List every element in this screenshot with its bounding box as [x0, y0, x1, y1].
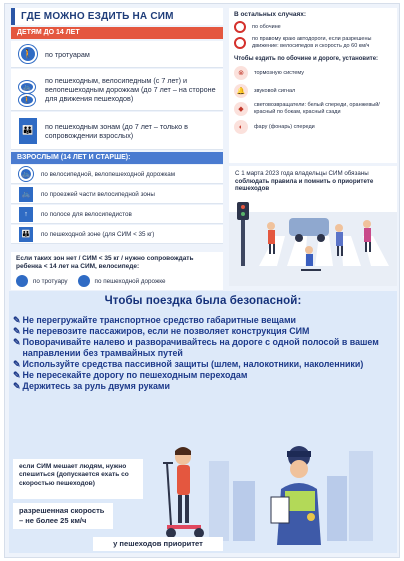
poster	[4, 3, 400, 558]
bell-icon: 🔔	[234, 84, 248, 98]
adults-item	[11, 185, 223, 204]
safety-rule: ✎ Поворачивайте налево и разворачивайтесь на дороге с одной полосой в вашем направлении без трамвайных путей	[13, 337, 379, 358]
note-option-sidewalk: по тротуару	[16, 275, 68, 287]
other-cases-heading: В остальных случаях:	[234, 11, 307, 18]
no-zone-note	[11, 252, 223, 290]
scene-caption: С 1 марта 2023 года владельцы СИМ обязаны соблюдать правила и помнить о приоритете пешеходов	[235, 170, 374, 192]
speed-note: разрешенная скорость – не более 25 км/ч	[13, 503, 113, 529]
kids-item-paths	[11, 69, 223, 111]
safety-section	[9, 291, 397, 553]
no-entry-icon	[234, 21, 246, 33]
equipment-item: ◆ световозвращатели: белый спереди, оранжевый/красный по бокам, красный сзади	[234, 102, 392, 116]
speed-limit-icon	[234, 37, 246, 49]
pen-icon: ✎	[13, 326, 21, 337]
scooter-rider-illustration	[149, 443, 219, 541]
pen-icon: ✎	[13, 337, 21, 348]
adults-item-text: по велосипедной, велопешеходной дорожкам	[41, 170, 176, 178]
kids-item-text: по тротуарам	[45, 49, 90, 59]
equipment-item: 🔔 звуковой сигнал	[234, 84, 392, 98]
kids-item-text: по пешеходным, велосипедным (с 7 лет) и велопешеходным дорожкам (до 7 лет – на стороне для движения пешеходов)	[45, 76, 216, 103]
headlight-icon: ◐	[234, 120, 248, 134]
note-option-path: по пешеходной дорожке	[78, 275, 166, 287]
other-cases-panel	[229, 8, 397, 163]
pedestrian-path-icon	[78, 275, 90, 287]
equipment-item: ◐ фару (фонарь) спереди	[234, 120, 392, 134]
note-question: Если таких зон нет / СИМ < 35 кг / нужно сопровождать ребенка < 14 лет на СИМ, велосипеде:	[16, 255, 194, 270]
adults-heading: ВЗРОСЛЫМ (14 ЛЕТ И СТАРШЕ):	[11, 152, 223, 164]
crosswalk-illustration	[229, 166, 397, 286]
adults-item	[11, 225, 223, 244]
safety-rule: ✎ Не перегружайте транспортное средство габаритные вещами	[13, 315, 296, 325]
ped-zone-sign-icon: 👪	[19, 227, 33, 242]
safety-rule: ✎ Используйте средства пассивной защиты (шлем, налокотники, наколенники)	[13, 358, 364, 369]
police-officer-illustration	[199, 441, 379, 551]
safety-rules-list	[13, 315, 393, 392]
reflector-icon: ◆	[234, 102, 248, 116]
other-case-item: по правому краю автодороги, если разрешены движение: велосипедов и скорость до 60 км/ч	[234, 36, 392, 50]
crosswalk-scene	[229, 166, 397, 286]
kids-item-zones	[11, 112, 223, 150]
adults-item-text: по пешеходной зоне (для СИМ < 35 кг)	[41, 230, 155, 238]
adults-item-text: по полосе для велосипедистов	[41, 210, 132, 218]
bike-ped-sign-icon: 🚲	[19, 167, 33, 181]
pedestrian-zone-sign-icon: 👪	[19, 118, 37, 144]
adults-item	[11, 205, 223, 224]
adults-item	[11, 165, 223, 184]
safety-rule: ✎ Не пересекайте дорогу по пешеходным переходам	[13, 370, 248, 381]
safety-rule: ✎ Не перевозите пассажиров, если не позволяет конструкция СИМ	[13, 326, 310, 337]
kids-item-sidewalk	[11, 41, 223, 68]
sidewalk-sign-icon: 🚶	[19, 45, 37, 63]
page-title: ГДЕ МОЖНО ЕЗДИТЬ НА СИМ	[11, 8, 223, 25]
brake-icon: ⊗	[234, 66, 248, 80]
other-case-item: по обочине	[234, 21, 392, 33]
pen-icon: ✎	[13, 381, 21, 392]
equipment-heading: Чтобы ездить по обочине и дороге, установите:	[234, 56, 379, 62]
bike-zone-sign-icon: 🚲	[19, 187, 33, 202]
equipment-item: ⊗ тормозную систему	[234, 66, 392, 80]
bike-lane-sign-icon: ↑	[19, 207, 33, 222]
pen-icon: ✎	[13, 315, 21, 325]
safety-rule: ✎ Держитесь за руль двумя руками	[13, 381, 170, 392]
dismount-note: если СИМ мешает людям, нужно спешиться (допускается ехать со скоростью пешеходов)	[13, 459, 143, 499]
pen-icon: ✎	[13, 370, 21, 381]
pedestrian-priority-note: у пешеходов приоритет	[93, 537, 223, 551]
pedestrian-icon	[16, 275, 28, 287]
kids-heading: ДЕТЯМ ДО 14 ЛЕТ	[11, 27, 223, 39]
bike-path-sign-icon: 🚲 🚶	[19, 81, 37, 99]
safety-heading: Чтобы поездка была безопасной:	[104, 295, 302, 307]
pen-icon: ✎	[13, 358, 21, 369]
kids-item-text: по пешеходным зонам (до 7 лет – только в сопровождении взрослых)	[45, 121, 188, 140]
adults-item-text: по проезжей части велосипедной зоны	[41, 190, 155, 198]
